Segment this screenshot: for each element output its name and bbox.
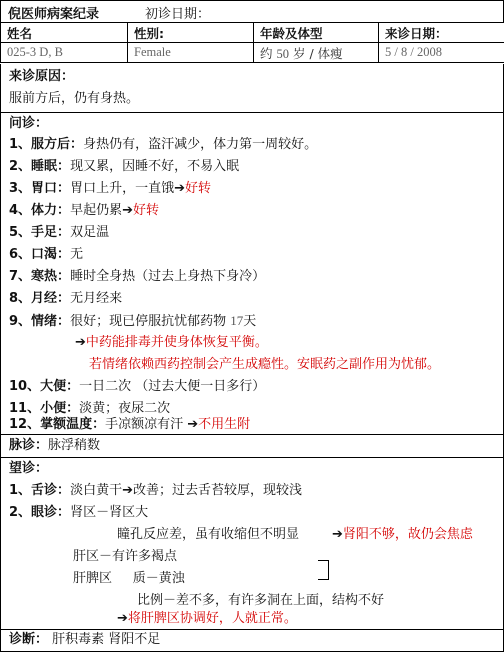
age-header: 年龄及体型	[254, 23, 379, 43]
inquiry-item-2: 2、睡眠：现又累，因睡不好，不易入眠	[9, 159, 240, 174]
visit-date-value: 5 / 8 / 2008	[379, 43, 504, 63]
inquiry-section	[0, 112, 504, 435]
inquiry-item-9: 9、情绪：很好；现已停服抗忧郁药物 17天	[9, 313, 257, 329]
spleen-line: 肝脾区 质－黄浊	[73, 571, 185, 586]
name-value: 025-3 D, B	[1, 43, 128, 63]
arrow-icon: ➔	[122, 203, 133, 218]
record-title: 倪医师病案纪录	[8, 7, 100, 22]
inquiry-item-6: 6、口渴：无	[9, 247, 84, 262]
name-header: 姓名	[1, 23, 128, 43]
gender-value: Female	[128, 43, 254, 63]
inquiry-item-11: 11、小便：淡黄；夜尿二次	[9, 401, 171, 416]
reason-text: 服前方后，仍有身热。	[9, 91, 140, 106]
inspection-conclusion: ➔将肝脾区协调好，人就正常。	[117, 611, 297, 626]
arrow-icon: ➔	[187, 417, 199, 432]
diagnosis-label: 诊断：	[9, 632, 49, 647]
inspection-label: 望诊：	[9, 461, 49, 476]
inquiry-item-10: 10、大便：一日二次 （过去大便一日多行）	[9, 379, 266, 394]
arrow-icon: ➔	[332, 527, 343, 542]
inquiry-item-8: 8、月经：无月经来	[9, 291, 123, 306]
age-suffix: 岁 / 体瘦	[292, 45, 343, 61]
arrow-icon: ➔	[117, 611, 128, 626]
inquiry-item-12: 12、掌额温度：手凉额凉有汗 ➔不用生附	[9, 417, 251, 432]
inquiry-item-7: 7、寒热：睡时全身热（过去上身热下身冷）	[9, 269, 266, 284]
inquiry-item-5: 5、手足：双足温	[9, 225, 110, 240]
arrow-icon: ➔	[122, 483, 133, 498]
patient-info-header-row	[1, 23, 504, 43]
age-number: 50	[276, 46, 289, 61]
inquiry-label: 问诊：	[9, 116, 49, 131]
pupil-conclusion: ➔肾阳不够，故仍会焦虑	[332, 527, 473, 542]
inquiry-item-3: 3、胃口：胃口上升，一直饿➔好转	[9, 181, 211, 196]
reason-section	[0, 64, 504, 113]
pulse-label: 脉诊：	[9, 438, 49, 453]
arrow-icon: ➔	[75, 335, 86, 350]
record-outer-border	[0, 0, 504, 23]
inspection-section	[0, 457, 504, 630]
gender-header: 性别:	[128, 23, 254, 43]
inquiry-item-4: 4、体力：早起仍累➔好转	[9, 203, 159, 218]
ratio-line: 比例－差不多，有许多洞在上面，结构不好	[137, 593, 385, 608]
liver-line: 肝区－有许多褐点	[73, 549, 178, 564]
age-value	[254, 43, 379, 63]
diagnosis-section	[0, 629, 504, 652]
age-prefix: 约	[260, 45, 273, 61]
inquiry-note-2: 若情绪依赖西药控制会产生成瘾性。安眠药之副作用为忧郁。	[89, 357, 441, 372]
eye-line: 2、眼诊：肾区－肾区大	[9, 505, 149, 520]
inquiry-note-1: ➔中药能排毒并使身体恢复平衡。	[75, 335, 268, 350]
pupil-line: 瞳孔反应差，虽有收缩但不明显	[117, 527, 300, 542]
inquiry-item-1: 1、服方后：身热仍有，盗汗减少，体力第一周较好。	[9, 137, 318, 152]
bracket-mark	[318, 560, 329, 580]
pulse-line	[9, 437, 100, 455]
tongue-line: 1、舌诊：淡白黄干➔改善；过去舌苔较厚，现较浅	[9, 483, 302, 498]
visit-date-header: 来诊日期：	[379, 23, 504, 43]
pulse-section	[0, 434, 504, 458]
reason-label: 来诊原因：	[9, 69, 75, 84]
diagnosis-line	[9, 631, 160, 649]
first-visit-date-label: 初诊日期：	[145, 7, 211, 22]
pulse-text: 脉浮稍数	[48, 438, 101, 453]
patient-info-table	[0, 22, 504, 63]
arrow-icon: ➔	[174, 181, 185, 196]
patient-info-value-row	[1, 43, 504, 63]
diagnosis-text: 肝积毒素 肾阳不足	[52, 632, 161, 647]
